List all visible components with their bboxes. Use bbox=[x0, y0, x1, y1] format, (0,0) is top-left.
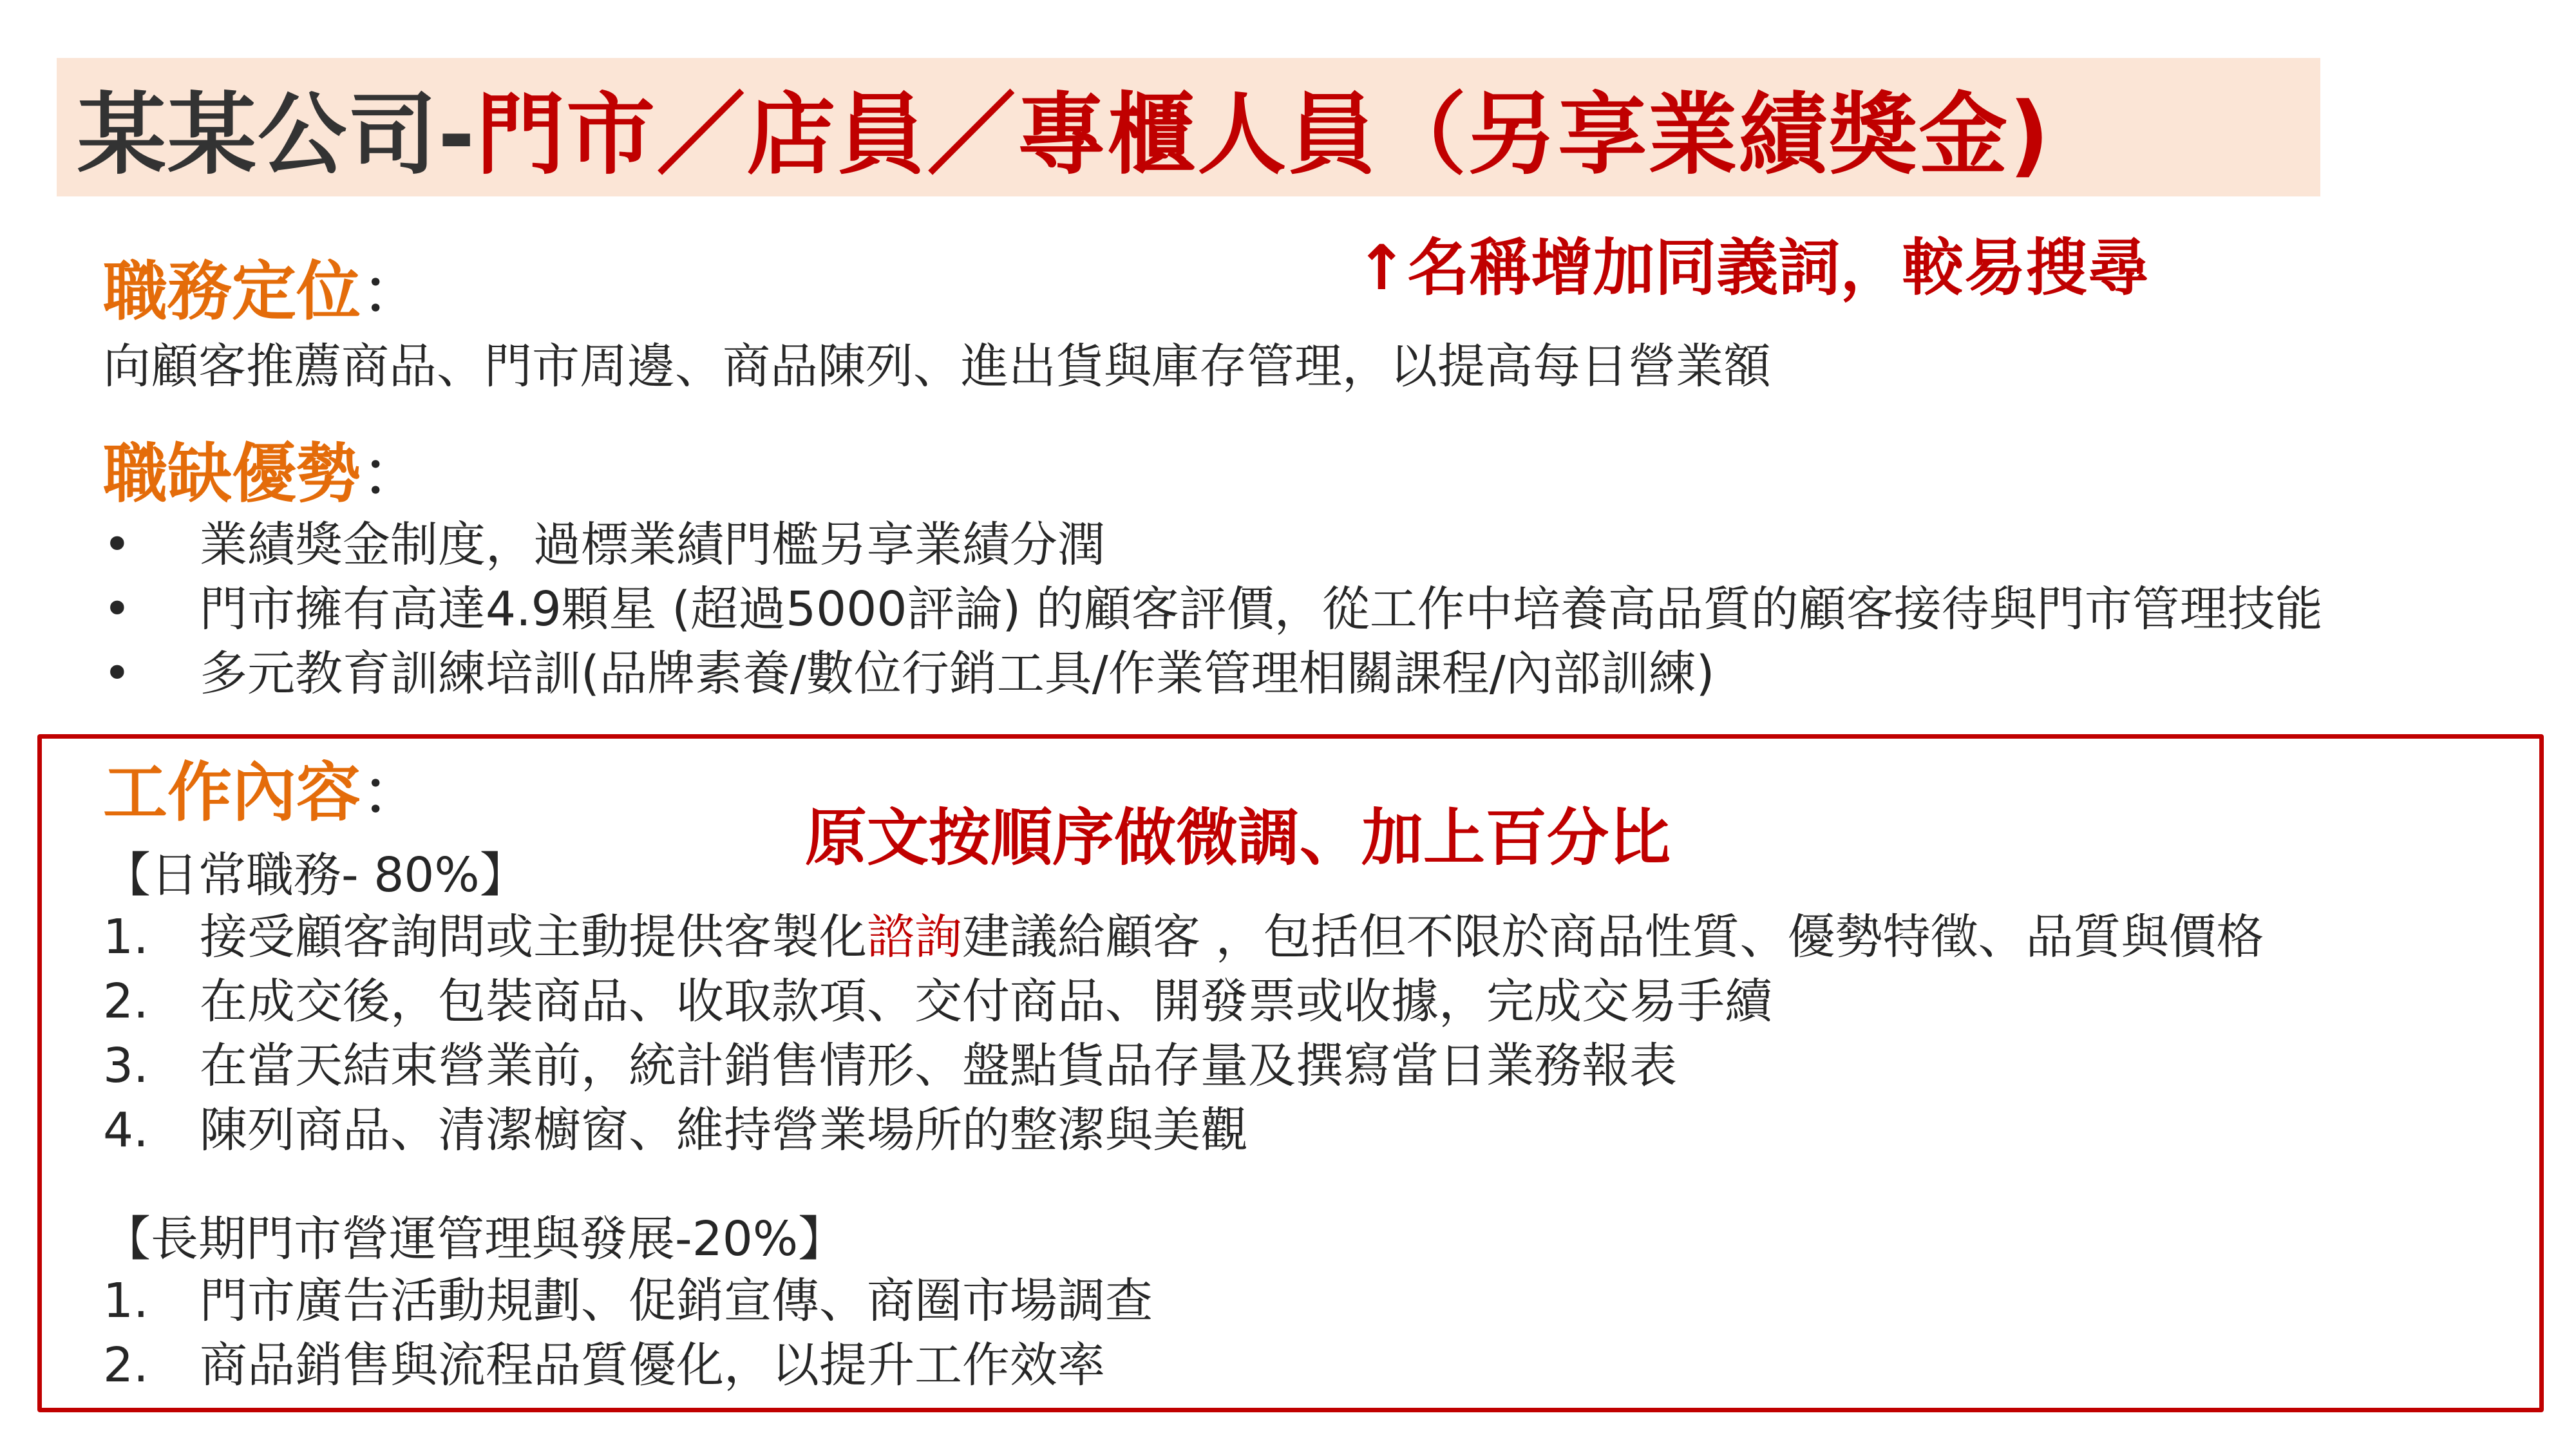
list-item bbox=[103, 905, 2264, 969]
annotation-order-adjusted: 原文按順序做微調、加上百分比 bbox=[805, 802, 1671, 874]
duty-text: 商品銷售與流程品質優化，以提升工作效率 bbox=[200, 1338, 1105, 1393]
duty-text: 門市廣告活動規劃、促銷宣傳、商圈市場調查 bbox=[200, 1273, 1153, 1329]
list-number: 3. bbox=[103, 1038, 149, 1094]
bullet-marker: • bbox=[103, 646, 131, 701]
duty-text-post: 建議給顧客 ，包括但不限於商品性質、優勢特徵、品質與價格 bbox=[962, 909, 2264, 965]
advantage-text: 門市擁有高達4.9顆星 (超過5000評論) 的顧客評價，從工作中培養高品質的顧客接待與門市管理技能 bbox=[200, 582, 2323, 637]
job-positioning-heading bbox=[103, 240, 425, 332]
duty-text bbox=[200, 905, 2264, 969]
list-item bbox=[103, 577, 2323, 641]
daily-duties-list bbox=[103, 905, 2264, 1162]
work-content-colon: ： bbox=[361, 755, 425, 830]
job-positioning-label: 職務定位 bbox=[103, 254, 361, 329]
duty-text: 在當天結束營業前，統計銷售情形、盤點貨品存量及撰寫當日業務報表 bbox=[200, 1038, 1677, 1094]
page-title bbox=[57, 58, 2320, 196]
annotation-name-synonyms: ↑名稱增加同義詞，較易搜尋 bbox=[1356, 232, 2150, 304]
list-item bbox=[103, 1034, 2264, 1098]
list-item bbox=[103, 1098, 2264, 1162]
list-number: 2. bbox=[103, 974, 149, 1029]
work-content-heading bbox=[103, 741, 425, 833]
advantages-heading bbox=[103, 422, 425, 515]
duty-text-pre: 接受顧客詢問或主動提供客製化 bbox=[200, 909, 867, 965]
long-term-duties-title: 【長期門市營運管理與發展-20%】 bbox=[103, 1211, 846, 1267]
advantage-text: 業績獎金制度，過標業績門檻另享業績分潤 bbox=[200, 517, 1105, 573]
duty-text: 陳列商品、清潔櫥窗、維持營業場所的整潔與美觀 bbox=[200, 1103, 1248, 1158]
list-number: 4. bbox=[103, 1103, 149, 1158]
work-content-label: 工作內容 bbox=[103, 755, 361, 830]
list-number: 1. bbox=[103, 1273, 149, 1329]
list-item bbox=[103, 1269, 1153, 1333]
list-number: 2. bbox=[103, 1338, 149, 1393]
list-number: 1. bbox=[103, 909, 149, 965]
duty-text: 在成交後，包裝商品、收取款項、交付商品、開發票或收據，完成交易手續 bbox=[200, 974, 1772, 1029]
list-item bbox=[103, 969, 2264, 1034]
duty-text-highlight: 諮詢 bbox=[867, 909, 962, 965]
bullet-marker: • bbox=[103, 582, 131, 637]
list-item bbox=[103, 641, 2323, 706]
advantage-text: 多元教育訓練培訓(品牌素養/數位行銷工具/作業管理相關課程/內部訓練) bbox=[200, 646, 1715, 701]
advantages-label: 職缺優勢 bbox=[103, 436, 361, 511]
company-name: 某某公司- bbox=[77, 82, 477, 187]
position-title: 門市／店員／專櫃人員（另享業績獎金) bbox=[476, 82, 2051, 187]
long-term-duties-list bbox=[103, 1269, 1153, 1397]
bullet-marker: • bbox=[103, 517, 131, 573]
list-item bbox=[103, 513, 2323, 577]
job-positioning-text: 向顧客推薦商品、門市周邊、商品陳列、進出貨與庫存管理，以提高每日營業額 bbox=[103, 339, 1771, 394]
daily-duties-title: 【日常職務- 80%】 bbox=[103, 848, 527, 903]
list-item bbox=[103, 1333, 1153, 1397]
job-positioning-colon: ： bbox=[361, 254, 425, 329]
advantages-colon: ： bbox=[361, 436, 425, 511]
advantages-list bbox=[103, 513, 2323, 706]
